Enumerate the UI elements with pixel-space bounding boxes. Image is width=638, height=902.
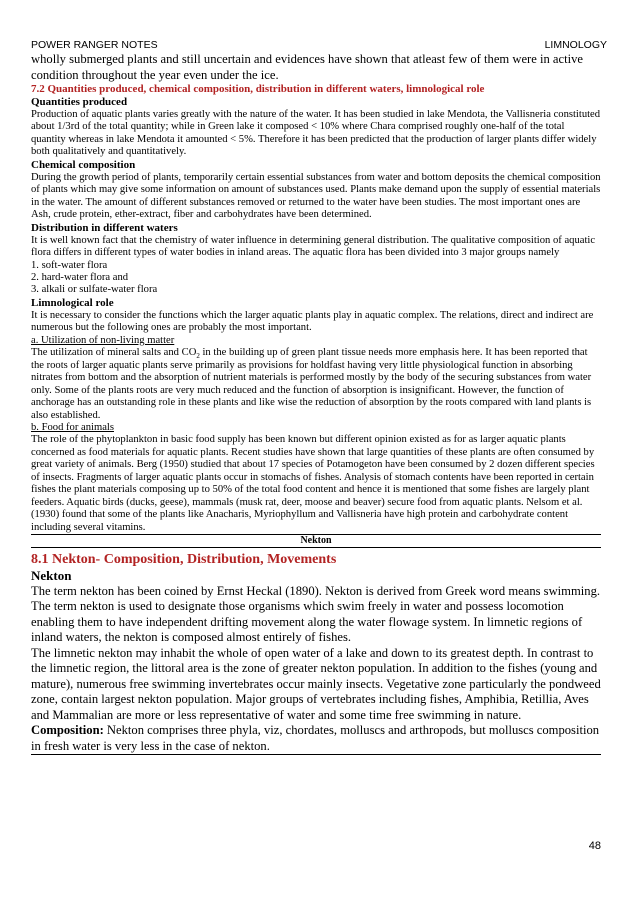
page-content bbox=[31, 52, 601, 755]
list-item: 2. hard-water flora and bbox=[31, 271, 129, 283]
distribution-heading: Distribution in different waters bbox=[31, 221, 178, 234]
chemical-heading: Chemical composition bbox=[31, 158, 136, 171]
page-number: 48 bbox=[588, 840, 601, 852]
quantities-heading: Quantities produced bbox=[31, 96, 128, 108]
subheading-food-for-animals: b. Food for animals bbox=[31, 421, 114, 433]
section-divider bbox=[31, 547, 601, 548]
running-header bbox=[31, 39, 607, 53]
composition-paragraph bbox=[31, 723, 601, 754]
list-item: 1. soft-water flora bbox=[31, 259, 108, 271]
limnological-role-heading: Limnological role bbox=[31, 296, 114, 309]
bottom-divider bbox=[31, 754, 601, 755]
limnological-role-paragraph: It is necessary to consider the functions which the larger aquatic plants play in aquatic complex. The relations, direct and indirect are numerous but the following ones are probably the most important. bbox=[31, 309, 594, 334]
food-for-animals-paragraph: The role of the phytoplankton in basic food supply has been known but different opinion existed as for as larger aquatic plants concerned as food materials for aquatic plants. Recent studies have shown that large quantities of these plants are often consumed by great variety of animals. Berg (1950) studied that about 17 species of Potamogeton have been consumed by 2 dozen different species of insects. Fragments of larger aquatic plants occur in stomachs of fishes. Analysis of stomach contents have been reported in certain fishes the plant materials composing up to 50% of the total food content and hence it is mentioned that some fishes are largely plant feeders. Aquatic birds (ducks, geese), mammals (musk rat, deer, moose and beaver) secure food from aquatic plants. Nelsom et al. (1930) found that some of the plants like Anacharis, Myriophyllum and Vallisneria have high protein and carbohydrate content including several vitamins. bbox=[31, 434, 595, 533]
distribution-paragraph: It is well known fact that the chemistry of water influence in determining general distribution. The qualitative composition of aquatic flora differs in different types of water bodies in inland areas. The aquatic flora has been divided into 3 major groups namely bbox=[31, 234, 596, 259]
nekton-heading: Nekton bbox=[31, 568, 72, 584]
chemical-paragraph: During the growth period of plants, temporarily certain essential substances from water and bottom deposits the chemical composition of plants which may give some information on amount of substances used. Plants make demand upon the supply of essential materials in the water. The amount of different substances removed or returned to the water have been studies. The most important ones are Ash, crude protein, ether-extract, fiber and carbohydrates have been determined. bbox=[31, 171, 601, 221]
continuation-paragraph: wholly submerged plants and still uncertain and evidences have shown that atleast few of them were in active condition throughout the year even under the ice. bbox=[31, 52, 583, 82]
composition-label: Composition: bbox=[31, 723, 104, 738]
nekton-paragraph-1: The term nekton has been coined by Ernst Heckal (1890). Nekton is derived from Greek word means swimming. The term nekton is used to designate those organisms which swim freely in water and possess locomotion enabling them to have independent drifting movement along the water flowage system. In limnetic regions of inland waters, the nekton is composed almost entirely of fishes. bbox=[31, 583, 601, 645]
divider-label: Nekton bbox=[300, 535, 332, 547]
text-run: Nekton comprises three phyla, viz, chordates, molluscs and arthropods, but molluscs composition in fresh water is very less in the case of nekton. bbox=[31, 723, 600, 753]
header-left: POWER RANGER NOTES bbox=[31, 39, 158, 51]
list-item: 3. alkali or sulfate-water flora bbox=[31, 284, 158, 296]
section-7-2-title: 7.2 Quantities produced, chemical composition, distribution in different waters, limnological role bbox=[31, 83, 485, 95]
nekton-paragraph-2: The limnetic nekton may inhabit the whole of open water of a lake and down to its greatest depth. In contrast to the limnetic region, the littoral area is the zone of greater nekton population. In addition to the fishes (young and mature), numerous free swimming invertebrates occur mainly insects. Vegetative zone particularly the pondweed zone, contain largest nekton population. Major groups of vertebrates including fishes, Amphibia, Retillia, Aves and Mammalian are more or less representative of water and some time free swimming in nature. bbox=[31, 645, 601, 722]
quantities-paragraph: Production of aquatic plants varies greatly with the nature of the water. It has been studied in lake Mendota, the Vallisneria constituted about 1/3rd of the total quantity; while in Green lake it composed < 10% where Chara comprised roughly one-half of the total quantity whereas in lake Mendota it amounted < 5%. Therefore it has been predicted that the production of larger plants differ widely both qualitatively and quantitatively. bbox=[31, 109, 601, 158]
section-8-1-title: 8.1 Nekton- Composition, Distribution, Movements bbox=[31, 552, 337, 568]
text-run: in the building up of green plant tissue needs more emphasis here. It has been reported that the roots of larger aquatic plants serve primarily as provisions for holdfast having very little physiological function in absorbing nitrates from bottom and the absorption of nutrient materials is performed mostly by the body of the securing substances from water only. Some of the plants roots are very much reduced and the function of absorption is insignificant. However, the function of anchorage has an outstanding role in these plants and like wise the reduction of absorption by the roots compared with land plants is also established. bbox=[31, 347, 592, 421]
header-right: LIMNOLOGY bbox=[544, 39, 607, 51]
text-run: The utilization of mineral salts and CO bbox=[31, 347, 197, 359]
subscript: 2 bbox=[196, 352, 200, 361]
subheading-non-living-matter: a. Utilization of non-living matter bbox=[31, 334, 175, 346]
non-living-matter-paragraph bbox=[31, 347, 601, 422]
